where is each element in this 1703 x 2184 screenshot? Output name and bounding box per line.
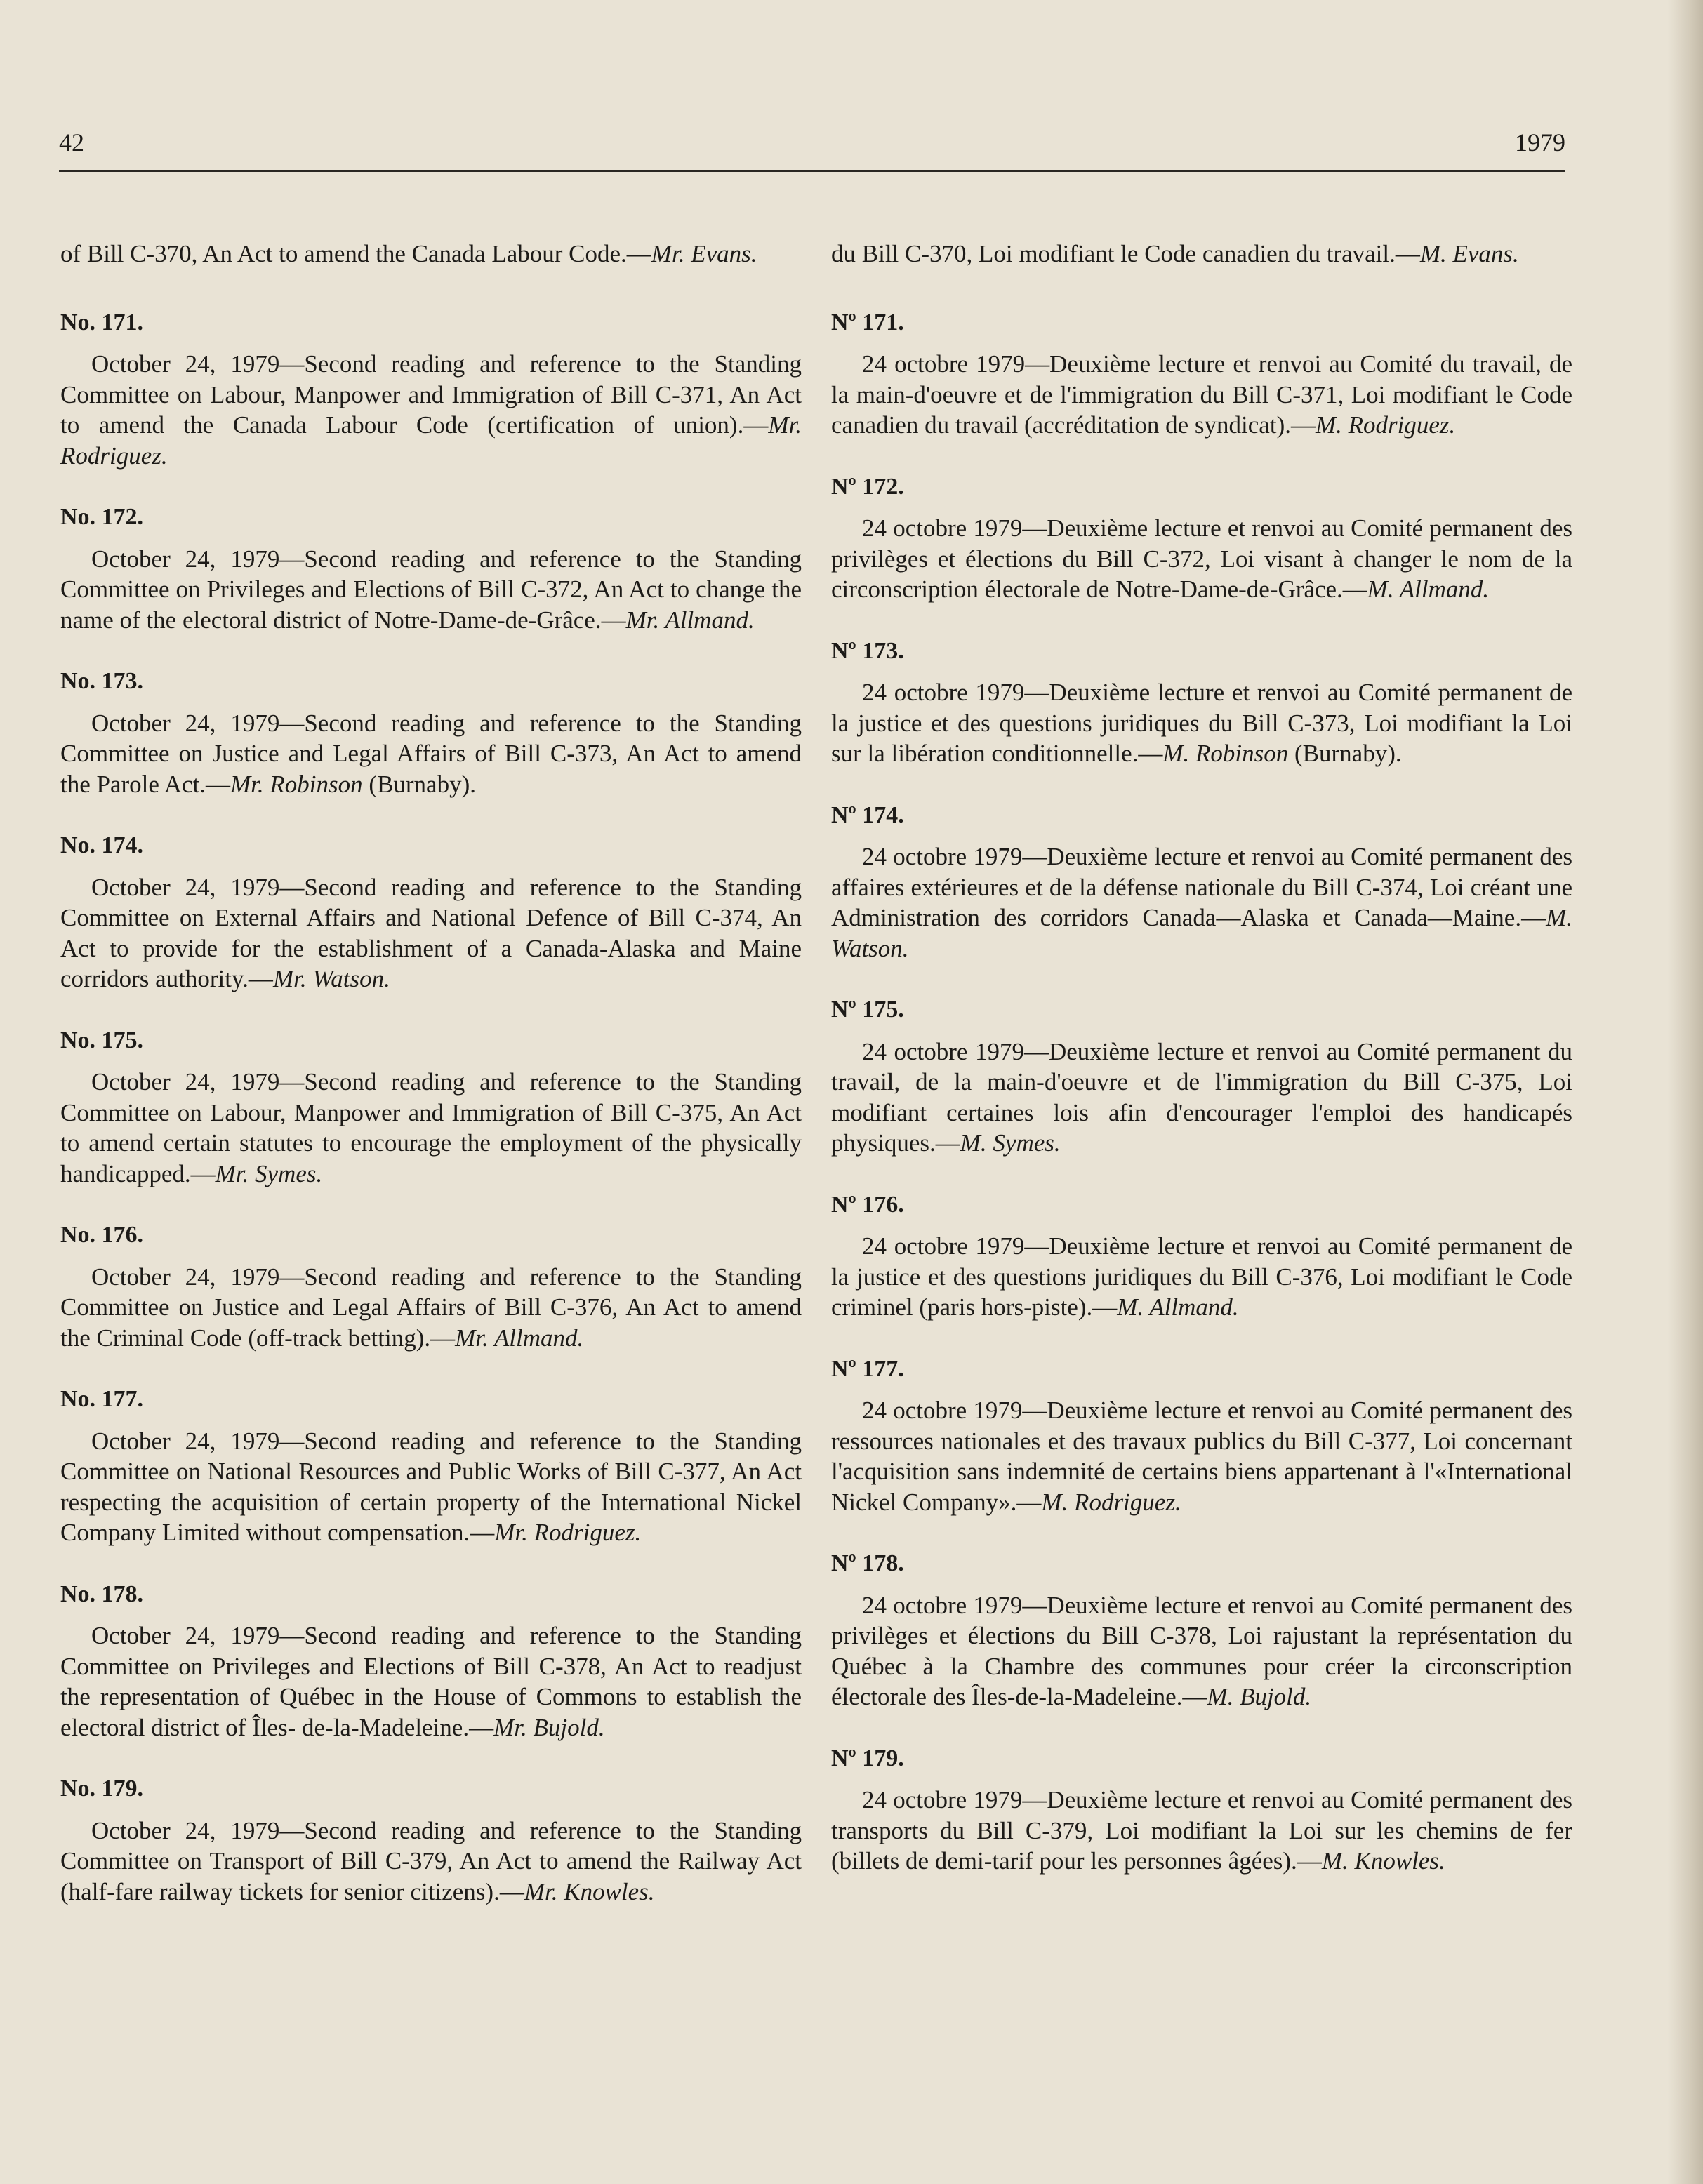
entry-text: October 24, 1979—Second reading and reference to the Standing Committee on Labour, Manpower and Immigration of Bill C-371, An Act to amend the Canada Labour Code (certification of union).—Mr. Rodriguez.: [60, 350, 802, 470]
french-intro: du Bill C-370, Loi modifiant le Code canadien du travail.—M. Evans.: [831, 240, 1519, 267]
entry-fr-179: [831, 1743, 1572, 1877]
entry-number: No. 172.: [60, 504, 144, 530]
english-intro: of Bill C-370, An Act to amend the Canada Labour Code.—Mr. Evans.: [60, 240, 757, 267]
entry-number: Nº 171.: [831, 309, 904, 335]
entry-en-172: [60, 502, 802, 635]
entry-fr-176: [831, 1190, 1572, 1323]
page-spine-shadow: [1668, 0, 1703, 2184]
member-name: M. Allmand.: [1117, 1293, 1239, 1321]
entry-en-174: [60, 830, 802, 994]
entry-fr-178: [831, 1548, 1572, 1712]
entry-number: No. 174.: [60, 832, 144, 858]
entry-text: 24 octobre 1979—Deuxième lecture et renvoi au Comité permanent des privilèges et élections du Bill C-378, Loi rajustant la représentation du Québec à la Chambre des communes pour créer la circonscription électorale des Îles-de-la-Madeleine.—M. Bujold.: [831, 1591, 1572, 1710]
entry-text: 24 octobre 1979—Deuxième lecture et renvoi au Comité permanent des ressources nationales et des travaux publics du Bill C-377, Loi concernant l'acquisition sans indemnité de certains biens appartenant à l'«International Nickel Company».—M. Rodriguez.: [831, 1397, 1572, 1516]
entry-en-176: [60, 1220, 802, 1353]
english-column: [60, 239, 802, 1938]
page-number: 42: [59, 128, 84, 157]
entry-number: Nº 177.: [831, 1355, 904, 1382]
entry-text: October 24, 1979—Second reading and reference to the Standing Committee on Privileges and Elections of Bill C-378, An Act to readjust the representation of Québec in the House of Commons to establish the electoral district of Îles- de-la-Madeleine.—Mr. Bujold.: [60, 1622, 802, 1741]
entry-number: Nº 179.: [831, 1745, 904, 1771]
member-name: M. Bujold.: [1207, 1683, 1312, 1710]
member-name: Mr. Bujold.: [493, 1713, 605, 1741]
page-header: [59, 128, 1565, 172]
entry-fr-174: [831, 800, 1572, 964]
french-column: [831, 239, 1572, 1907]
header-year: 1979: [1515, 128, 1565, 157]
entry-en-179: [60, 1773, 802, 1907]
member-name: Mr. Evans.: [651, 240, 757, 267]
entry-text: October 24, 1979—Second reading and reference to the Standing Committee on Justice and Legal Affairs of Bill C-376, An Act to amend the Criminal Code (off-track betting).—Mr. Allmand.: [60, 1263, 802, 1352]
entry-text: October 24, 1979—Second reading and reference to the Standing Committee on Labour, Manpower and Immigration of Bill C-375, An Act to amend certain statutes to encourage the employment of the physically handicapped.—Mr. Symes.: [60, 1068, 802, 1187]
member-name: M. Symes.: [960, 1129, 1061, 1157]
member-name: Mr. Allmand.: [455, 1324, 584, 1352]
entry-number: Nº 173.: [831, 637, 904, 664]
member-name: M. Watson.: [831, 904, 1572, 962]
entry-fr-171: [831, 307, 1572, 441]
entry-number: No. 171.: [60, 309, 144, 335]
entry-fr-173: [831, 636, 1572, 769]
entry-number: Nº 176.: [831, 1191, 904, 1218]
member-name: Mr. Rodriguez.: [60, 411, 802, 470]
entry-en-173: [60, 666, 802, 799]
entry-text: 24 octobre 1979—Deuxième lecture et renvoi au Comité permanent des transports du Bill C-379, Loi modifiant la Loi sur les chemins de fer (billets de demi-tarif pour les personnes âgées).—M. Knowles.: [831, 1786, 1572, 1875]
entry-number: Nº 178.: [831, 1550, 904, 1576]
entry-text: 24 octobre 1979—Deuxième lecture et renvoi au Comité du travail, de la main-d'oeuvre et de l'immigration du Bill C-371, Loi modifiant le Code canadien du travail (accréditation de syndicat).—M. Rodriguez.: [831, 350, 1572, 439]
entry-number: Nº 174.: [831, 801, 904, 828]
entry-fr-175: [831, 994, 1572, 1159]
entry-text: October 24, 1979—Second reading and reference to the Standing Committee on Privileges and Elections of Bill C-372, An Act to change the name of the electoral district of Notre-Dame-de-Grâce.—Mr. Allmand.: [60, 545, 802, 634]
entry-text: October 24, 1979—Second reading and reference to the Standing Committee on National Resources and Public Works of Bill C-377, An Act respecting the acquisition of certain property of the International Nickel Company Limited without compensation.—Mr. Rodriguez.: [60, 1427, 802, 1546]
member-name: Mr. Allmand.: [625, 606, 755, 634]
entry-text: 24 octobre 1979—Deuxième lecture et renvoi au Comité permanent des affaires extérieures et de la défense nationale du Bill C-374, Loi créant une Administration des corridors Canada—Alaska et Canada—Maine.—M. Watson.: [831, 843, 1572, 962]
entry-number: No. 176.: [60, 1222, 144, 1248]
member-name: M. Rodriguez.: [1041, 1488, 1181, 1516]
entry-en-171: [60, 307, 802, 472]
entry-en-178: [60, 1579, 802, 1743]
member-name: Mr. Rodriguez.: [494, 1519, 642, 1546]
entry-number: No. 177.: [60, 1386, 144, 1412]
entry-number: Nº 175.: [831, 997, 904, 1023]
entry-fr-172: [831, 472, 1572, 605]
member-name: Mr. Watson.: [272, 965, 390, 992]
entry-number: Nº 172.: [831, 473, 904, 500]
member-name: Mr. Robinson: [230, 770, 363, 798]
entry-number: No. 178.: [60, 1580, 144, 1607]
entry-text: 24 octobre 1979—Deuxième lecture et renvoi au Comité permanent de la justice et des questions juridiques du Bill C-373, Loi modifiant la Loi sur la libération conditionnelle.—M. Robinson (Burnaby).: [831, 679, 1572, 767]
entry-number: No. 179.: [60, 1776, 144, 1802]
entry-text: October 24, 1979—Second reading and reference to the Standing Committee on Transport of Bill C-379, An Act to amend the Railway Act (half-fare railway tickets for senior citizens).—Mr. Knowles.: [60, 1816, 802, 1905]
member-name: M. Allmand.: [1367, 575, 1490, 603]
entry-fr-177: [831, 1354, 1572, 1518]
entry-number: No. 173.: [60, 668, 144, 694]
member-name: M. Evans.: [1419, 240, 1519, 267]
entry-en-175: [60, 1025, 802, 1190]
member-name: Mr. Symes.: [215, 1159, 323, 1187]
entry-text: 24 octobre 1979—Deuxième lecture et renvoi au Comité permanent des privilèges et élections du Bill C-372, Loi visant à changer le nom de la circonscription électorale de Notre-Dame-de-Grâce.—M. Allmand.: [831, 514, 1572, 603]
entry-text: October 24, 1979—Second reading and reference to the Standing Committee on External Affairs and National Defence of Bill C-374, An Act to provide for the establishment of a Canada-Alaska and Maine corridors authority.—Mr. Watson.: [60, 873, 802, 992]
entry-text: October 24, 1979—Second reading and reference to the Standing Committee on Justice and Legal Affairs of Bill C-373, An Act to amend the Parole Act.—Mr. Robinson (Burnaby).: [60, 709, 802, 798]
entry-text: 24 octobre 1979—Deuxième lecture et renvoi au Comité permanent de la justice et des questions juridiques du Bill C-376, Loi modifiant le Code criminel (paris hors-piste).—M. Allmand.: [831, 1232, 1572, 1321]
member-name: M. Rodriguez.: [1315, 411, 1456, 439]
entry-number: No. 175.: [60, 1027, 144, 1053]
member-name: Mr. Knowles.: [524, 1877, 655, 1905]
member-name: M. Knowles.: [1321, 1847, 1445, 1875]
entry-en-177: [60, 1384, 802, 1548]
entry-text: 24 octobre 1979—Deuxième lecture et renvoi au Comité permanent du travail, de la main-d'oeuvre et de l'immigration du Bill C-375, Loi modifiant certaines lois afin d'encourager l'emploi des handicapés physiques.—M. Symes.: [831, 1037, 1572, 1157]
member-name: M. Robinson: [1162, 740, 1289, 767]
